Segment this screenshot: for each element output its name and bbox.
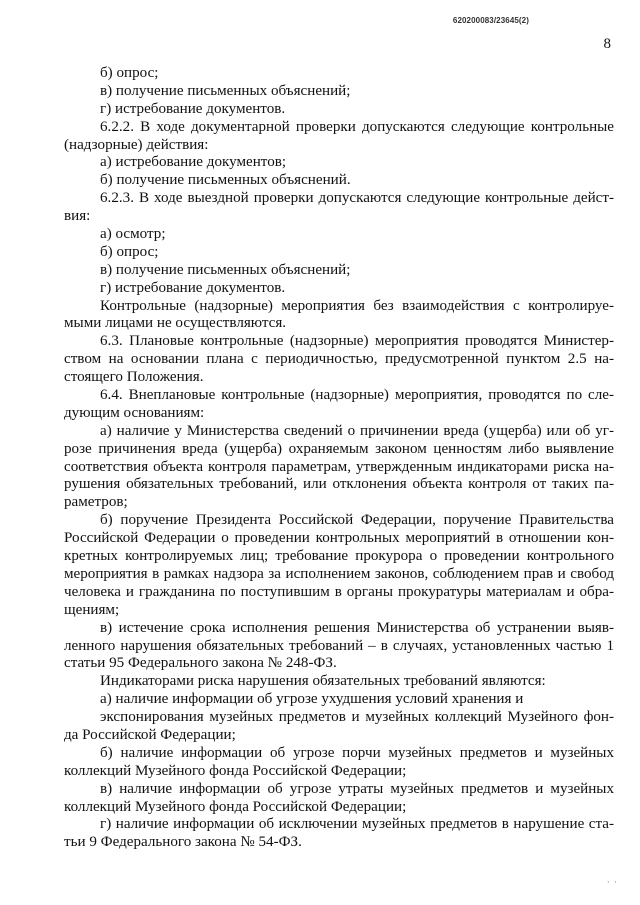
document-code: 620200083/23645(2) — [452, 16, 529, 25]
text-line: Контрольные (надзорные) мероприятия без взаимодействия с контролируе- — [100, 297, 614, 314]
text-line: а) наличие у Министерства сведений о причинении вреда (ущерба) или об уг- — [100, 422, 614, 439]
text-line: 6.2.3. В ходе выездной проверки допускаются следующие контрольные дейст- — [100, 190, 614, 207]
text-line: рушения обязательных требований, или отклонения объекта контроля от таких па- — [64, 476, 614, 493]
text-line: да Российской Федерации; — [64, 726, 236, 743]
text-line: раметров; — [64, 494, 128, 511]
text-line: 6.2.2. В ходе документарной проверки допускаются следующие контрольные — [100, 118, 614, 135]
text-line: в) получение письменных объяснений; — [100, 82, 351, 99]
text-line: б) опрос; — [100, 65, 159, 81]
text-line: 6.4. Внеплановые контрольные (надзорные) мероприятия, проводятся по сле- — [100, 387, 614, 404]
text-line: г) наличие информации об исключении музейных предметов в нарушение ста- — [100, 816, 614, 833]
text-line: Индикаторами риска нарушения обязательных требований являются: — [100, 673, 546, 690]
text-line: коллекций Музейного фонда Российской Федерации; — [64, 798, 407, 815]
page-number: 8 — [603, 36, 611, 52]
text-line: розе причинения вреда (ущерба) охраняемым законом ценностям либо выявление — [64, 440, 614, 457]
text-line: г) истребование документов. — [100, 279, 286, 296]
text-line: б) получение письменных объяснений. — [100, 172, 351, 189]
text-line: коллекций Музейного фонда Российской Федерации; — [64, 762, 407, 779]
text-line: статьи 95 Федерального закона № 248-ФЗ. — [64, 655, 337, 672]
text-line: мероприятия в рамках надзора за исполнением законов, соблюдением прав и свобод — [64, 565, 614, 582]
text-line: мыми лицами не осуществляются. — [64, 315, 287, 332]
text-line: 6.3. Плановые контрольные (надзорные) мероприятия проводятся Министер- — [100, 333, 614, 350]
text-line: (надзорные) действия: — [64, 136, 209, 153]
text-line: ством на основании плана с периодичностью, предусмотренной пунктом 2.5 на- — [64, 351, 614, 368]
text-line: а) осмотр; — [100, 226, 166, 243]
text-line: стоящего Положения. — [64, 369, 204, 386]
corner-mark: · · — [606, 877, 618, 887]
text-line: соответствия объекта контроля параметрам, утвержденным индикаторами риска на- — [64, 458, 614, 475]
text-line: человека и гражданина по поступившим в органы прокуратуры материалам и обра- — [64, 583, 614, 600]
text-line: экспонирования музейных предметов и музейных коллекций Музейного фон- — [100, 709, 614, 726]
text-line: в) наличие информации об угрозе утраты музейных предметов и музейных — [100, 780, 614, 797]
text-line: в) истечение срока исполнения решения Министерства об устранении выяв- — [100, 619, 614, 636]
text-line: а) истребование документов; — [100, 154, 287, 171]
text-line: щениям; — [64, 601, 120, 618]
text-line: ленного нарушения обязательных требований – в случаях, установленных частью 1 — [64, 637, 614, 654]
text-line: а) наличие информации об угрозе ухудшения условий хранения и — [100, 691, 524, 708]
text-line: б) наличие информации об угрозе порчи музейных предметов и музейных — [100, 744, 614, 761]
text-line: дующим основаниям: — [64, 404, 205, 421]
text-line: Российской Федерации о проведении контрольных мероприятий в отношении кон- — [64, 530, 614, 547]
text-line: б) поручение Президента Российской Федерации, поручение Правительства — [100, 512, 614, 529]
text-line: в) получение письменных объяснений; — [100, 261, 351, 278]
text-line: вия: — [64, 208, 91, 225]
text-line: г) истребование документов. — [100, 100, 286, 117]
text-line: б) опрос; — [100, 243, 159, 260]
text-line: кретных контролируемых лиц; требование прокурора о проведении контрольного — [64, 548, 614, 565]
body-text — [64, 65, 614, 852]
text-line: тьи 9 Федерального закона № 54-ФЗ. — [64, 834, 302, 851]
